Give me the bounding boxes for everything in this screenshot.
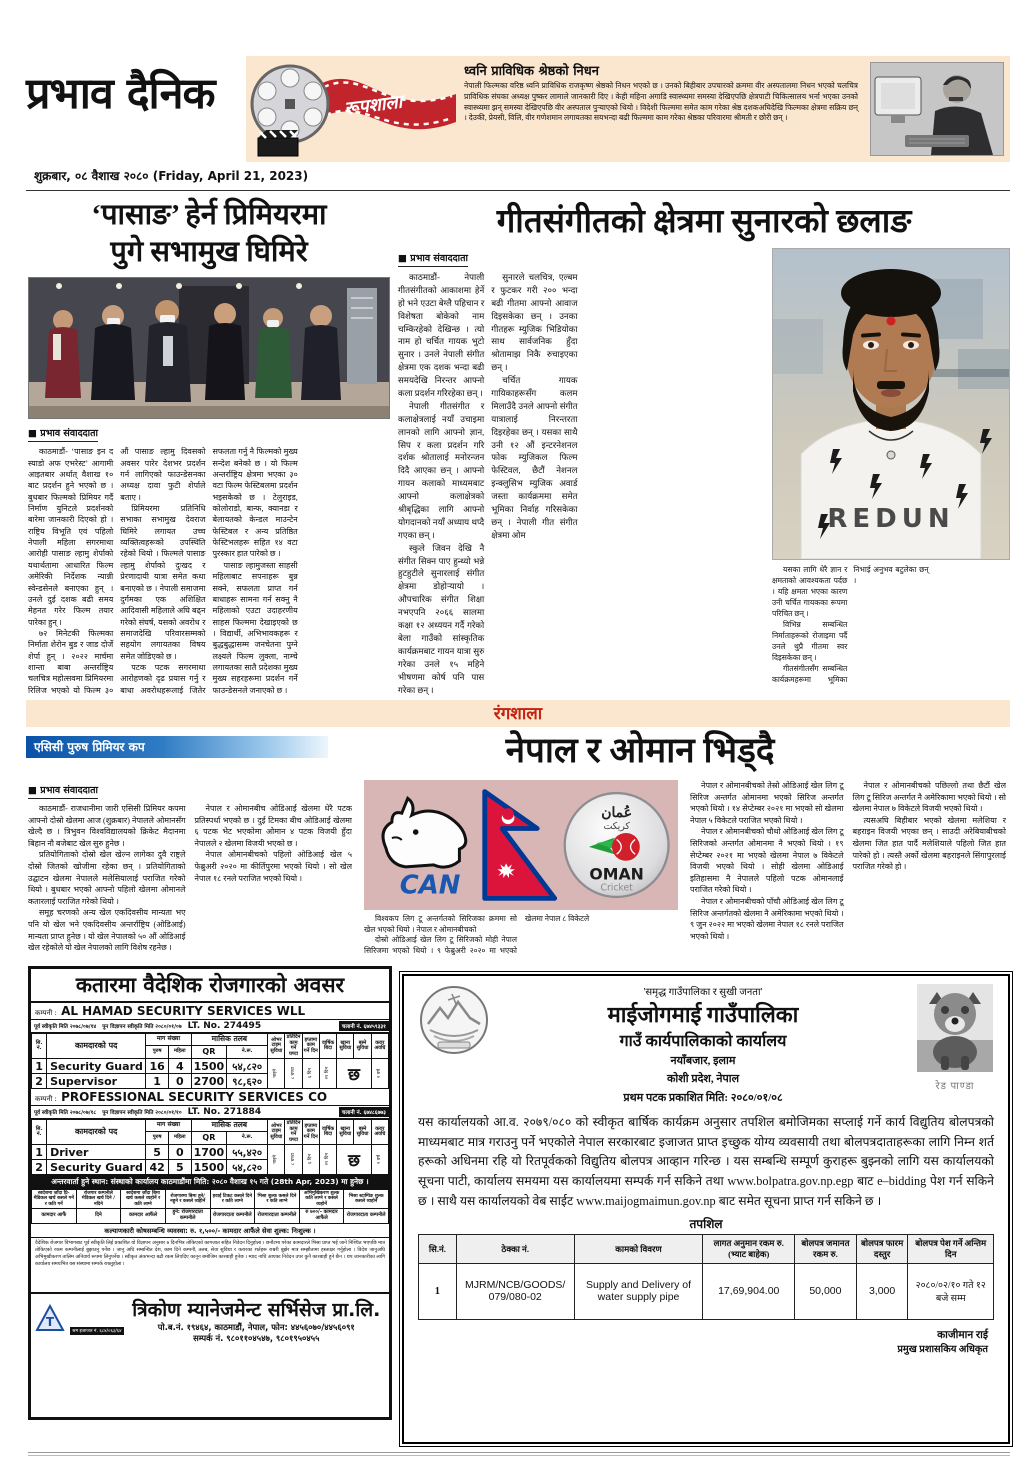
nepal-flag-icon [477, 784, 560, 906]
col-sn: सि. नं. [32, 1034, 47, 1059]
cell-form-fee: 3,000 [856, 1263, 908, 1319]
body-paragraph: ७२ मिनेटकी फिल्मका निर्माता शेरोन बुड र जाड दोर्जे शेर्पा हुन् । २०२२ मार्चमा शान्ता बाबा अन्तर्राष्ट्रिय चलचित्र महोत्सवमा प्रिमियरमा रिलिज भएको यो फिल्म ३० औं पासाङ ल्हामु दिवसको अवसर पारेर देशभर प्रदर्शन गर्न लागिएको फाउन्डेसनका अध्यक्ष दावा फुटी शेर्पाले बताए । [28, 447, 206, 695]
cell-npr: ९८,६२० [227, 1074, 268, 1089]
body-paragraph: चर्चित गायक गायिकाहरूसँग कलम मिलाउँदै उनले आफ्नो संगीत यात्रालाई निरन्तरता दिइरहेका छन् । यसका साथै उनी १२ औं इन्टरनेशनल फोक म्युजिकल फिल्म फेस्टिवल, छैटौं नेशनल इन्क्लुसिभ म्युजिक अवार्ड जस्ता कार्यक्रममा समेत भूमिका निर्वाह गरिसकेका छन् । नेपाली गीत संगीत क्षेत्रमा ओम [491, 375, 578, 540]
office-province: कोशी प्रदेश, नेपाल [666, 1073, 740, 1085]
oman-sublabel: Cricket [600, 882, 633, 894]
body-paragraph: यसका लागि धेरै ज्ञान र क्षमताको आवश्यकता पर्दछ । यहि क्षमता भएका कारण उनी चर्चित गायकका रूपमा परिचित छन् । [772, 565, 848, 618]
body-paragraph: काठमाडौं- ‘पासाङ इन द स्याडो अफ एभरेस्ट’ आगामी आइतबार अर्थात् वैशाख १० बाट प्रदर्शन हुने भएको छ । बुधबार फिल्मको प्रिमियर गर्दै निर्माण युनिटले प्रदर्शनको बारेमा जानकारी दिएको हो । राष्ट्रिय विभूति एवं पहिलो नेपाली महिला सगरमाथा आरोही पासाङ ल्हामु शेर्पाको यथार्थतामा आधारित फिल्म अमेरिकी निर्देशक न्यान्नी स्वेन्डसेनले बनाएका हुन् । उनले दुई दशक बढी समय मेहनत गरेर फिल्म तयार पारेका हुन् । [28, 447, 114, 627]
sports-body-left [28, 803, 352, 955]
lt-number: LT. No. 271884 [187, 1107, 262, 1117]
red-panda-photo [917, 984, 993, 1072]
cond-col: भिसा शुल्क कसले दिने र कति लाग्ने [255, 1190, 300, 1209]
municipality-notice [402, 974, 1010, 1444]
sports-article [28, 780, 1010, 962]
pre-approval-date: पूर्व स्वीकृति मिति २०७८/०७/१४ [34, 1024, 97, 1030]
sports-kicker: एसिसी पुरुष प्रिमियर कप [26, 736, 328, 758]
oman-cricket-logo-icon [561, 786, 672, 904]
agency-address: पो.ब.नं. १९४६४, काठमाडौं, नेपाल, फोन: ४४५६०७०/४४५६०९१ [157, 1321, 355, 1332]
section-band [26, 700, 1010, 727]
cell-post: Security Guard [47, 1160, 146, 1175]
cond-col: स्वदेशमा जाँदा प्रि-मेडिकल खर्च कसले गर्ने र कति गर्ने [32, 1190, 77, 1209]
col-contract-no: ठेक्का नं. [456, 1235, 574, 1263]
body-paragraph: नेपाल र ओमानबीचको पछिल्लो तथा छैटौं खेल लिग टू सिरिज अन्तर्गत नै अमेरिकामा भएको थियो । सो खेलमा नेपाल ७ विकेटले विजयी भएको थियो । [852, 781, 1006, 814]
body-paragraph: नेपाली गीतसंगीत र कलाक्षेत्रलाई नयाँ उचाइमा लानको लागि आफ्नो ज्ञान, सिप र कला प्रदर्शन गरि दर्शक श्रोतालाई मनोरन्जन दिदै आएका छन् । आफ्नो गायन कलाको माध्यमबाट आफ्नो कलाक्षेत्रको श्रीबृद्धिका लागि आफ्नो योगदानको नयाँ अध्याय थप्दै गएका छन् । [398, 400, 485, 540]
jobs-table-1 [31, 1033, 389, 1089]
cell-hours: ८ घण्टा [290, 1067, 296, 1080]
cell-hours: ८ घण्टा [290, 1153, 296, 1166]
agency-contact: सम्पर्क नं. ९८०११०४५४७, ९८०१९५०४५५ [193, 1332, 320, 1343]
col-female: महिला [168, 1132, 191, 1145]
cell-male: 42 [146, 1160, 169, 1175]
col-days: हप्तामा काम गर्ने दिन [302, 1120, 319, 1145]
body-paragraph: गीतसंगीतसँग सम्बन्धित कार्यक्रमहरूमा भूमिका निभाई अनुभव बटुलेका छन् । [772, 565, 929, 684]
film-reel-icon [246, 56, 458, 162]
headline-line-2: पुगे सभामुख घिमिरे [110, 236, 308, 269]
pre-approval-date: पूर्व स्वीकृति मिति २०७८/०७/१८ [34, 1110, 97, 1116]
col-deadline: बोलपत्र पेश गर्ने अन्तिम दिन [908, 1235, 994, 1263]
cell-npr: ५५,४२० [227, 1145, 268, 1160]
lt-number: LT. No. 274495 [187, 1021, 262, 1031]
headline-line-1: ‘पासाङ’ हेर्न प्रिमियरमा [91, 199, 327, 231]
sports-body-right [690, 780, 1006, 958]
company-1: AL HAMAD SECURITY SERVICES WLL [61, 1004, 306, 1018]
col-sn: सि.नं. [419, 1235, 457, 1263]
cond-val: कामदार आफैं [32, 1209, 77, 1224]
col-npr: ने.रू. [227, 1046, 268, 1059]
body-paragraph: नेपाल र ओमानबीचको पाँचौ ओडिआई खेल लिग टू सिरिज अन्तर्गतको खेलमा नै अमेरिकामा भएको थियो । ९ जुन २०२२ मा भएको खेलमा नेपाल १८ रनले पराजित भएको थियो । [690, 896, 844, 941]
cell-days: ६ दिन [307, 1154, 313, 1165]
cell-female: 0 [168, 1145, 191, 1160]
header-divider [26, 190, 1010, 191]
conditions-table [31, 1189, 389, 1224]
cell-npr: ५४,८२० [227, 1059, 268, 1074]
body-paragraph: काठमाडौं- नेपाली गीतसंगीतको आकाशमा हेर्ने हो भने एउटा बेग्लै पहिचान र विशेषता बोकेको नाम चम्किरहेको देखिन्छ । त्यो नाम हो चर्चित गायक भुटो सुनार । उनले नेपाली संगीत क्षेत्रमा एक दशक भन्दा बढी समयदेखि निरन्तर आफ्नो कला प्रदर्शन गरिरहेका छन् । [398, 272, 485, 399]
ribbon-label: रूपशाला [343, 91, 404, 119]
col-male: पुरुष [146, 1132, 169, 1145]
office-name: गाउँ कार्यपालिकाको कार्यालय [619, 1033, 787, 1050]
cell-male: 1 [146, 1074, 169, 1089]
body-paragraph: विभिन्न सम्बन्धित निर्माताहरूको रोजाइमा पर्दै उनले थुप्रै गीतमा स्वर दिइसकेका छन् । [772, 620, 848, 662]
cell-qr: 1500 [191, 1160, 227, 1175]
cell-qr: 2700 [191, 1074, 227, 1089]
obituary-body: नेपाली फिल्मका वरिष्ठ ध्वनि प्राविधिक राजकृष्ण श्रेष्ठको निधन भएको छ । उनको बिहीबार उपचारको क्रममा वीर अस्पतालमा निधन भएको चलचित्र प्राविधिक संघका अध्यक्ष पुष्कर लामाले जानकारी दिए । केही महिना अगाडि स्वास्थ्यमा समस्या देखिएपछि क्षेत्रपाटी चिकित्सालय भर्ना भएका उनको स्वास्थ्यमा झन् समस्या देखिएपछि वीर अस्पताल पुऱ्याएको थियो । विदेशी फिल्ममा समेत काम गरेका श्रेष्ठ दशकअघिदेखि फिल्मका क्षेत्रमा सक्रिय छन् । देउकी, प्रेयसी, विलि, वीर गणेशमान लगायतका सयभन्दा बढी फिल्ममा काम गरेका श्रेष्ठका परिवारमा श्रीमती र छोरी छन् । [464, 81, 858, 123]
article-headline: गीतसंगीतको क्षेत्रमा सुनारको छलाङ [496, 204, 912, 240]
col-leave: वार्षिक बिदा [319, 1034, 336, 1059]
cell-food-lodging: छ [337, 1145, 372, 1175]
article-singer-sunar [398, 197, 1010, 711]
cell-sn: 2 [32, 1160, 47, 1175]
col-qr: QR [191, 1132, 227, 1145]
cell-leave: २१ दिन [325, 1153, 331, 1166]
col-npr: ने.रू. [227, 1132, 268, 1145]
agency-footer [31, 1294, 389, 1346]
col-lodging: बस्ने सुविधा [354, 1034, 371, 1059]
can-label: CAN [399, 870, 461, 901]
body-paragraph: नेपाल र ओमानबीच ओडिआई खेलमा धेरै पटक प्रतिस्पर्धा भएको छ । दुई टिमका बीच ओडिआई खेलमा ६ पटक भेट भएकोमा ओमान ४ पटक विजयी हुँदा नेपालले २ खेलमा विजयी भएको छ । [194, 804, 352, 848]
cond-col: भिसा स्टाम्पिङ शुल्क कसले व्यहोर्ने [344, 1190, 389, 1209]
body-paragraph: नेपाल ओमानबीचको पहिलो ओडिआई खेल ५ फेब्रुअरी २०२० मा कीर्तिपुरमा भएको थियो । सो खेल नेपाल १८ रनले पराजित भएको थियो । [194, 850, 352, 883]
premiere-photo [28, 277, 390, 419]
cell-post: Driver [47, 1145, 146, 1160]
cond-col: स्वदेशमा जाँदा बिमा खर्च कसले व्यहोर्ने र कति लाग्ने [121, 1190, 166, 1209]
municipality-name: माईजोगमाई गाउँपालिका [607, 1002, 799, 1027]
cell-estimate: 17,69,904.00 [703, 1263, 795, 1319]
byline: ■ प्रभाव संवाददाता [398, 251, 468, 267]
body-paragraph: पासाङ ल्हामुजस्ता साहसी महिलाबाट सपनाहरू बुन्न सक्ने, सफलता प्राप्त गर्न बाधाहरू सामना गर्न सक्नु नै महिलाको एउटा उदाहरणीय साहस फिल्ममा देखाइएको छ । विद्यार्थी, अभिभावकहरू र बुद्धबुद्धासम्म जनचेतना पुग्ने लक्ष्यले फिल्म लुक्ला, नाम्चे लगायतका सातै प्रदेशका मुख्य मुख्य सहरहरूमा प्रदर्शन गर्ने फाउन्डेसनले जनाएको छ । [212, 560, 298, 695]
col-hours: प्रतिदिन काम गर्ने घण्टा [286, 1120, 301, 1143]
cell-post: Security Guard [47, 1059, 146, 1074]
cell-qr: 1700 [191, 1145, 227, 1160]
cell-female: 5 [168, 1160, 191, 1175]
obituary-photo [870, 62, 1004, 156]
panda-caption: रेड पाण्डा [935, 1081, 975, 1092]
fine-print: वैदेशिक रोजगार विभागबाट पूर्व स्वीकृति लिई प्रकाशित यो विज्ञापन अनुसार ७ दिनभित्र तोकिएको कागजात सहित निवेदन दिनुहोला । छनौटमा परेका कामदारले भिसा प्राप्त भई जाने निश्चित भएपछि मात्र तोकिएको रकम कम्पनीलाई बुझाउनु पर्नेछ । जानु अघि सम्बन्धित देश, काम दिने कम्पनी, तलब, सेवा सुविधा र करारका शर्तहरू राम्ररी बुझेर मात्र सम्झौतामा हस्ताक्षर गर्नुहोला । विदेश जानुअघि अभिमुखीकरण तालिम अनिवार्य रूपमा लिनुपर्नेछ । स्वीकृत अंकभन्दा बढी रकम लिएदिए कानून बमोजिम कारबाही हुनेछ । म्याद नाघि आएका निवेदन उपर कुनै कारबाही हुने छैन । थप जानकारीका लागि कार्यालय समयभित्र यस संस्थामा सम्पर्क राख्नुहोला । [31, 1238, 389, 1294]
col-estimate: लागत अनुमान रकम रु. (भ्याट बाहेक) [703, 1235, 795, 1263]
svg-text:T: T [45, 1314, 55, 1329]
col-post: कामदारको पद [47, 1120, 146, 1145]
col-female: महिला [168, 1046, 191, 1059]
body-paragraph: पटक पटक सगरमाथा आरोहणको दृढ प्रयास गर्नु र बाधा अवरोधहरूलाई जितेर सफलता गर्नु नै फिल्मको मुख्य सन्देश बनेको छ । यो फिल्म अन्तर्राष्ट्रिय क्षेत्रमा भएका ३० वटा फिल्म फेस्टिबलमा प्रदर्शन भइसकेको छ । टेलुराइड, कोलोराडो, बान्फ, क्यानडा र बेलायतको केन्डल माउन्टेन फेस्टिबल र अन्य प्रतिष्ठित फेस्टिभलहरू सहित १४ वटा पुरस्कार हात पारेको छ । [120, 447, 298, 695]
cond-val: रोजगारदाता कम्पनीले [344, 1209, 389, 1224]
oman-arabic-line1: عُمان [601, 806, 632, 822]
notice-body: यस कार्यालयको आ.व. २०७९/०८० को स्वीकृत बार्षिक कार्यक्रम अनुसार तपशिल बमोजिमका सप्लाई गर्ने कार्य विद्युतिय बोलपत्रको माध्यमबाट मात्र गराउनु पर्ने भएकोले नेपाल सरकारबाट इजाजत प्राप्त इच्छुक योग्य व्यवसायी तथा बोलपत्रदाताहरूका लागि निम्न शर्त हरूको अधिनमा रहि यो रितपूर्वकको विद्युतिय बोलपत्र आव्हान गरिन्छ । यस सम्बन्धि सम्पूर्ण कुराहरू बुझ्नको लागि यस कार्यालयको सूचना पाटी, कार्यालय समयमा यस कार्यालयमा सम्पर्क गर्न सकिने तथा www.bolpatra.gov.np.egp बाट e–bidding पेश गर्न सकिने छ । साथै यस कार्यालयको वेब साईट www.maijogmaimun.gov.np बाट समेत सूचना प्राप्त गर्न सकिने छ । [418, 1115, 994, 1208]
cell-npr: ५४,८२० [227, 1160, 268, 1175]
interview-location-line: अन्तरवार्ता हुने स्थान: संस्थाको कार्यालय काठमाडौंमा मिति: २०८० वैशाख १५ गते (28th Apr, 2023) मा हुनेछ । [31, 1175, 389, 1189]
published-date: प्रथम पटक प्रकाशित मिति: २०८०/०१/०८ [623, 1092, 783, 1104]
col-food: खाना सुविधा [337, 1034, 354, 1059]
company-label: कम्पनी : [35, 1095, 57, 1103]
company-2: PROFESSIONAL SECURITY SERVICES CO [61, 1090, 328, 1104]
col-food: खाना सुविधा [337, 1120, 354, 1145]
cell-leave: २१ दिन [325, 1067, 331, 1080]
cond-val: रोजगारदाता कम्पनीले [210, 1209, 255, 1224]
cell-sn: 1 [32, 1059, 47, 1074]
col-contract: करार अवधि [371, 1034, 388, 1059]
cell-contract: २ वर्ष [376, 1068, 382, 1079]
cond-val: कामदार आफैंले [121, 1209, 166, 1224]
body-paragraph: त्यसअघि बिहीबार भएको खेलमा मलेशिया र बहराइन विजयी भएका छन् । साउदी अरेबियाबीचको खेलमा जित हात पार्दै मलेशियाले पहिलो जित हात पारेको हो । त्यस्तै अर्को खेलमा बहराइनले सिंगापुरलाई पराजित गरेको हो । [852, 815, 1006, 872]
cell-overtime: पाइने [273, 1069, 279, 1078]
tender-table [418, 1234, 994, 1319]
table-row [32, 1145, 389, 1160]
col-qr: QR [191, 1046, 227, 1059]
cell-sn: 1 [419, 1263, 457, 1319]
cell-male: 16 [146, 1059, 169, 1074]
match-logos [364, 780, 678, 910]
cell-bond: 50,000 [795, 1263, 857, 1319]
re-ad-approval-date: पुन विज्ञापन स्वीकृति मिति २०८०/०१/१० [102, 1110, 182, 1116]
cond-val: दिने [76, 1209, 121, 1224]
cell-male: 5 [146, 1145, 169, 1160]
col-leave: वार्षिक बिदा [319, 1120, 336, 1145]
cond-val: रोजगारदाता कम्पनीले [255, 1209, 300, 1224]
newspaper-title: प्रभाव दैनिक [26, 69, 215, 119]
ad-title: कतारमा वैदेशिक रोजगारको अवसर [31, 969, 389, 1003]
cond-col: हवाई टिकट कसले दिने र कति लाग्ने [210, 1190, 255, 1209]
chalani-number: चलानी नं. ६७४८६७७३ [339, 1107, 389, 1117]
col-overtime: ओभर टाइम सुविधा [268, 1034, 285, 1059]
oman-label: OMAN [589, 864, 644, 884]
body-paragraph: समूह चरणको अन्य खेल एकदिवसीय मान्यता भए पनि यो खेल भने एकदिवसीय अन्तर्राष्ट्रिय (ओडिआई) मान्यता प्राप्त हुनेछ । यो खेल नेपालको ५० औं ओडिआई खेल रहेकोले यो खेल नेपालको लागि विशेष रहनेछ । [28, 908, 186, 953]
office-address: नयाँबजार, इलाम [670, 1055, 736, 1067]
signatory-title: प्रमुख प्रशासकिय अधिकृत [897, 1343, 988, 1355]
cell-sn: 1 [32, 1145, 47, 1160]
cell-post: Supervisor [47, 1074, 146, 1089]
cond-col: रोजगारमा बिमा हुने/नहुने र कसले व्यहोर्ने [165, 1190, 210, 1209]
byline: ■ प्रभाव संवाददाता [28, 783, 98, 799]
labor-license: श्रम इजाजत नं. ६८४/०६३/६४ [72, 1328, 122, 1334]
notice-slogan: 'समृद्ध गाउँपालिका र सुखी जनता' [643, 987, 763, 998]
company-name-2 [31, 1089, 389, 1106]
col-work-desc: कामको विवरण [574, 1235, 703, 1263]
singer-photo [772, 248, 1010, 560]
tapashil-heading: तपशिल [689, 1217, 723, 1232]
article-headline [28, 197, 390, 271]
obituary-headline: ध्वनि प्राविधिक श्रेष्ठको निधन [464, 64, 599, 79]
cond-val: हुने: रोजगारदाता कम्पनीले [165, 1209, 210, 1224]
cell-contract: २ वर्ष [376, 1154, 382, 1165]
cell-qr: 1500 [191, 1059, 227, 1074]
body-paragraph: काठमाडौं- राजधानीमा जारी एसिसी प्रिमियर कपमा आफ्नो दोस्रो खेलमा आज (शुक्रबार) नेपालले ओमानसँग खेल्दै छ । त्रिभुवन विश्वविद्यालयको क्रिकेट मैदानमा बिहान नौ बजेबाट खेल सुरु हुनेछ । [28, 804, 186, 848]
cell-deadline: २०८०/०२/१० गते १२ बजे सम्म [908, 1263, 994, 1319]
company-name-1 [31, 1003, 389, 1020]
col-salary: मासिक तलब [191, 1120, 268, 1132]
nepal-emblem-icon [418, 984, 490, 1056]
re-ad-approval-date: पुन विज्ञापन स्वीकृति मिति २०८०/०१/०७ [102, 1024, 182, 1030]
body-paragraph: प्रिमियरमा प्रतिनिधि सभाका सभामुख देवराज घिमिरे लगायत उच्च व्यक्तित्वहरूको उपस्थिति रहेको थियो । फिल्मले पासाङ ल्हामु शेर्पाको दुःखद र प्रेरणादायी यात्रा समेत कथा बनाएको छ । नेपाली समाजमा दुर्गमका एक अशिक्षित आदिवासी महिलाले अघि बढ्न गरेको संघर्ष, यसको अवरोध र समाजदेखि परिवारसम्मको सहयोग लगायतका विषय समेत जोडिएको छ । [120, 504, 206, 661]
header-band [246, 56, 1010, 162]
signatory-name: काजीमान राई [937, 1329, 988, 1341]
cell-overtime: पाइने [273, 1155, 279, 1164]
agency-name: त्रिकोण म्यानेजमेन्ट सर्भिसेज प्रा.लि. [132, 1298, 381, 1321]
col-bond: बोलपत्र जमानत रकम रु. [795, 1235, 857, 1263]
col-days: हप्तामा काम गर्ने दिन [302, 1034, 319, 1059]
cell-female: 4 [168, 1059, 191, 1074]
col-male: पुरुष [146, 1046, 169, 1059]
col-demand: माग संख्या [146, 1034, 191, 1046]
sports-headline: नेपाल र ओमान भिड्दै [505, 731, 775, 770]
body-paragraph: नेपाल र ओमानबीचको तेस्रो ओडिआई खेल लिग टू सिरिज अन्तर्गत ओमानमा भएको सिरिज अन्तर्गत भएको थियो । १४ सेप्टेम्बर २०२१ मा भएको सो खेलमा नेपाल ५ विकेटले पराजित भएको थियो । [690, 781, 844, 825]
article-body [398, 271, 764, 711]
article-body-continued [772, 564, 1010, 692]
cond-col: रोजगार कम्पनीले मेडिकल खर्च दिने / नदिने [76, 1190, 121, 1209]
cell-work-desc: Supply and Delivery of water supply pipe [574, 1263, 703, 1319]
jobs-table-2 [31, 1119, 389, 1175]
table-row [32, 1209, 389, 1224]
article-pasang-premiere [28, 197, 390, 704]
body-paragraph: सुनारले चलचित्र, एल्बम र फुटकर गरी २०० भन्दा बढी गीतमा आफ्नो आवाज दिइसकेका छन् । उनका गीतहरू म्युजिक भिडियोका साथ सार्वजनिक हुँदा श्रोतामाझ निकै रुचाइएका छन् । [491, 272, 578, 373]
body-paragraph: विश्वकप लिग टू अन्तर्गतको सिरिजका क्रममा सो खेल भएको थियो । नेपाल र ओमानबीचको [364, 914, 517, 934]
agency-logo [35, 1304, 124, 1336]
qatar-jobs-ad [28, 966, 392, 1420]
cell-sn: 2 [32, 1074, 47, 1089]
body-paragraph: स्कुले जिवन देखि नै संगीत सिक्न पाए हुन्थ्यो भन्ने हुटहुटीले सुनारलाई संगीत क्षेत्रमा डोहोऱ्यायो । औपचारिक संगीत शिक्षा नभएपनि २०६६ सालमा कक्षा १२ अध्ययन गर्दै गरेको बेला गाउँको सांस्कृतिक कार्यक्रमबाट गायन यात्रा सुरु गरेका उनले १५ महिने भीषणमा कोर्ष पनि पास गरेका छन् । [398, 542, 485, 695]
welfare-line: कल्याणकारी कोषसम्बन्धि व्यवस्था: रु. १,५००/- कामदार आफैंले सेवा शुल्क: निःशुल्क । [31, 1224, 389, 1238]
cell-contract-no: MJRM/NCB/GOODS/ 079/080-02 [456, 1263, 574, 1319]
byline: ■ प्रभाव संवाददाता [28, 426, 98, 442]
table-row [32, 1059, 389, 1074]
col-salary: मासिक तलब [191, 1034, 268, 1046]
col-lodging: बस्ने सुविधा [354, 1120, 371, 1145]
cell-days: ६ दिन [307, 1068, 313, 1079]
shirt-text: REDUN [827, 504, 955, 534]
can-logo-icon [370, 786, 477, 904]
col-form-fee: बोलपत्र फारम दस्तुर [856, 1235, 908, 1263]
obituary-box [458, 56, 866, 162]
triangle-logo-icon [35, 1304, 65, 1332]
body-paragraph: नेपाल र ओमानबीचको चौथो ओडिआई खेल लिग टू सिरिजको अन्तर्गत ओमानमा नै भएको थियो । १९ सेप्टेम्बर २०२१ मा भएको खेलमा नेपाल ७ विकेटले विजयी भएको थियो । सोही खेलमा ओडिआई इतिहासमा नै नेपालले पहिलो पटक ओमानलाई पराजित गरेको थियो । [690, 827, 844, 895]
company-label: कम्पनी : [35, 1009, 57, 1017]
bottom-divider [28, 1452, 1010, 1456]
body-paragraph: प्रतियोगिताको दोस्रो खेल खेल्न लागेका दुवै राष्ट्रले दोस्रो जितको खोजीमा रहेका छन् । प्रतियोगिताको उद्घाटन खेलमा नेपालले मलेसियालाई पराजित गरेको थियो । बुधबार भएको आफ्नो पहिलो खेलमा ओमानले कतारलाई पराजित गरेको थियो । [28, 850, 186, 906]
cond-val: रु ७००/- कामदार आफैंले [299, 1209, 344, 1224]
chalani-number: चलानी नं. ६७४५९३३१ [339, 1021, 389, 1031]
approval-meta-1 [31, 1020, 389, 1033]
col-demand: माग संख्या [146, 1120, 191, 1132]
oman-arabic-line2: كريكت [603, 822, 630, 833]
cell-food-lodging: छ [337, 1059, 372, 1089]
article-body [28, 446, 390, 704]
cond-col: अभिमुखिकरण शुल्क कति लाग्ने र कसले व्यहोर्ने [299, 1190, 344, 1209]
cell-female: 0 [168, 1074, 191, 1089]
col-post: कामदारको पद [47, 1034, 146, 1059]
col-hours: प्रतिदिन काम गर्ने घण्टा [286, 1034, 301, 1057]
col-sn: सि. नं. [32, 1120, 47, 1145]
table-row [419, 1263, 994, 1319]
approval-meta-2 [31, 1106, 389, 1119]
edition-date: शुक्रबार, ०८ वैशाख २०८० (Friday, April 21, 2023) [34, 169, 309, 183]
film-reel-logo [246, 56, 458, 162]
col-overtime: ओभर टाइम सुविधा [268, 1120, 285, 1145]
sports-body-center [364, 914, 678, 958]
col-contract: करार अवधि [371, 1120, 388, 1145]
section-label: रंगशाला [493, 704, 543, 723]
signature-block [418, 1328, 994, 1355]
body-paragraph: दोस्रो ओडिआई खेल लिग टू सिरिजको मोही नेपाल सिरिजमा भएको थियो । ९ फेब्रुअरी २०२० मा भएको खेलमा नेपाल ८ विकेटले [364, 914, 590, 955]
